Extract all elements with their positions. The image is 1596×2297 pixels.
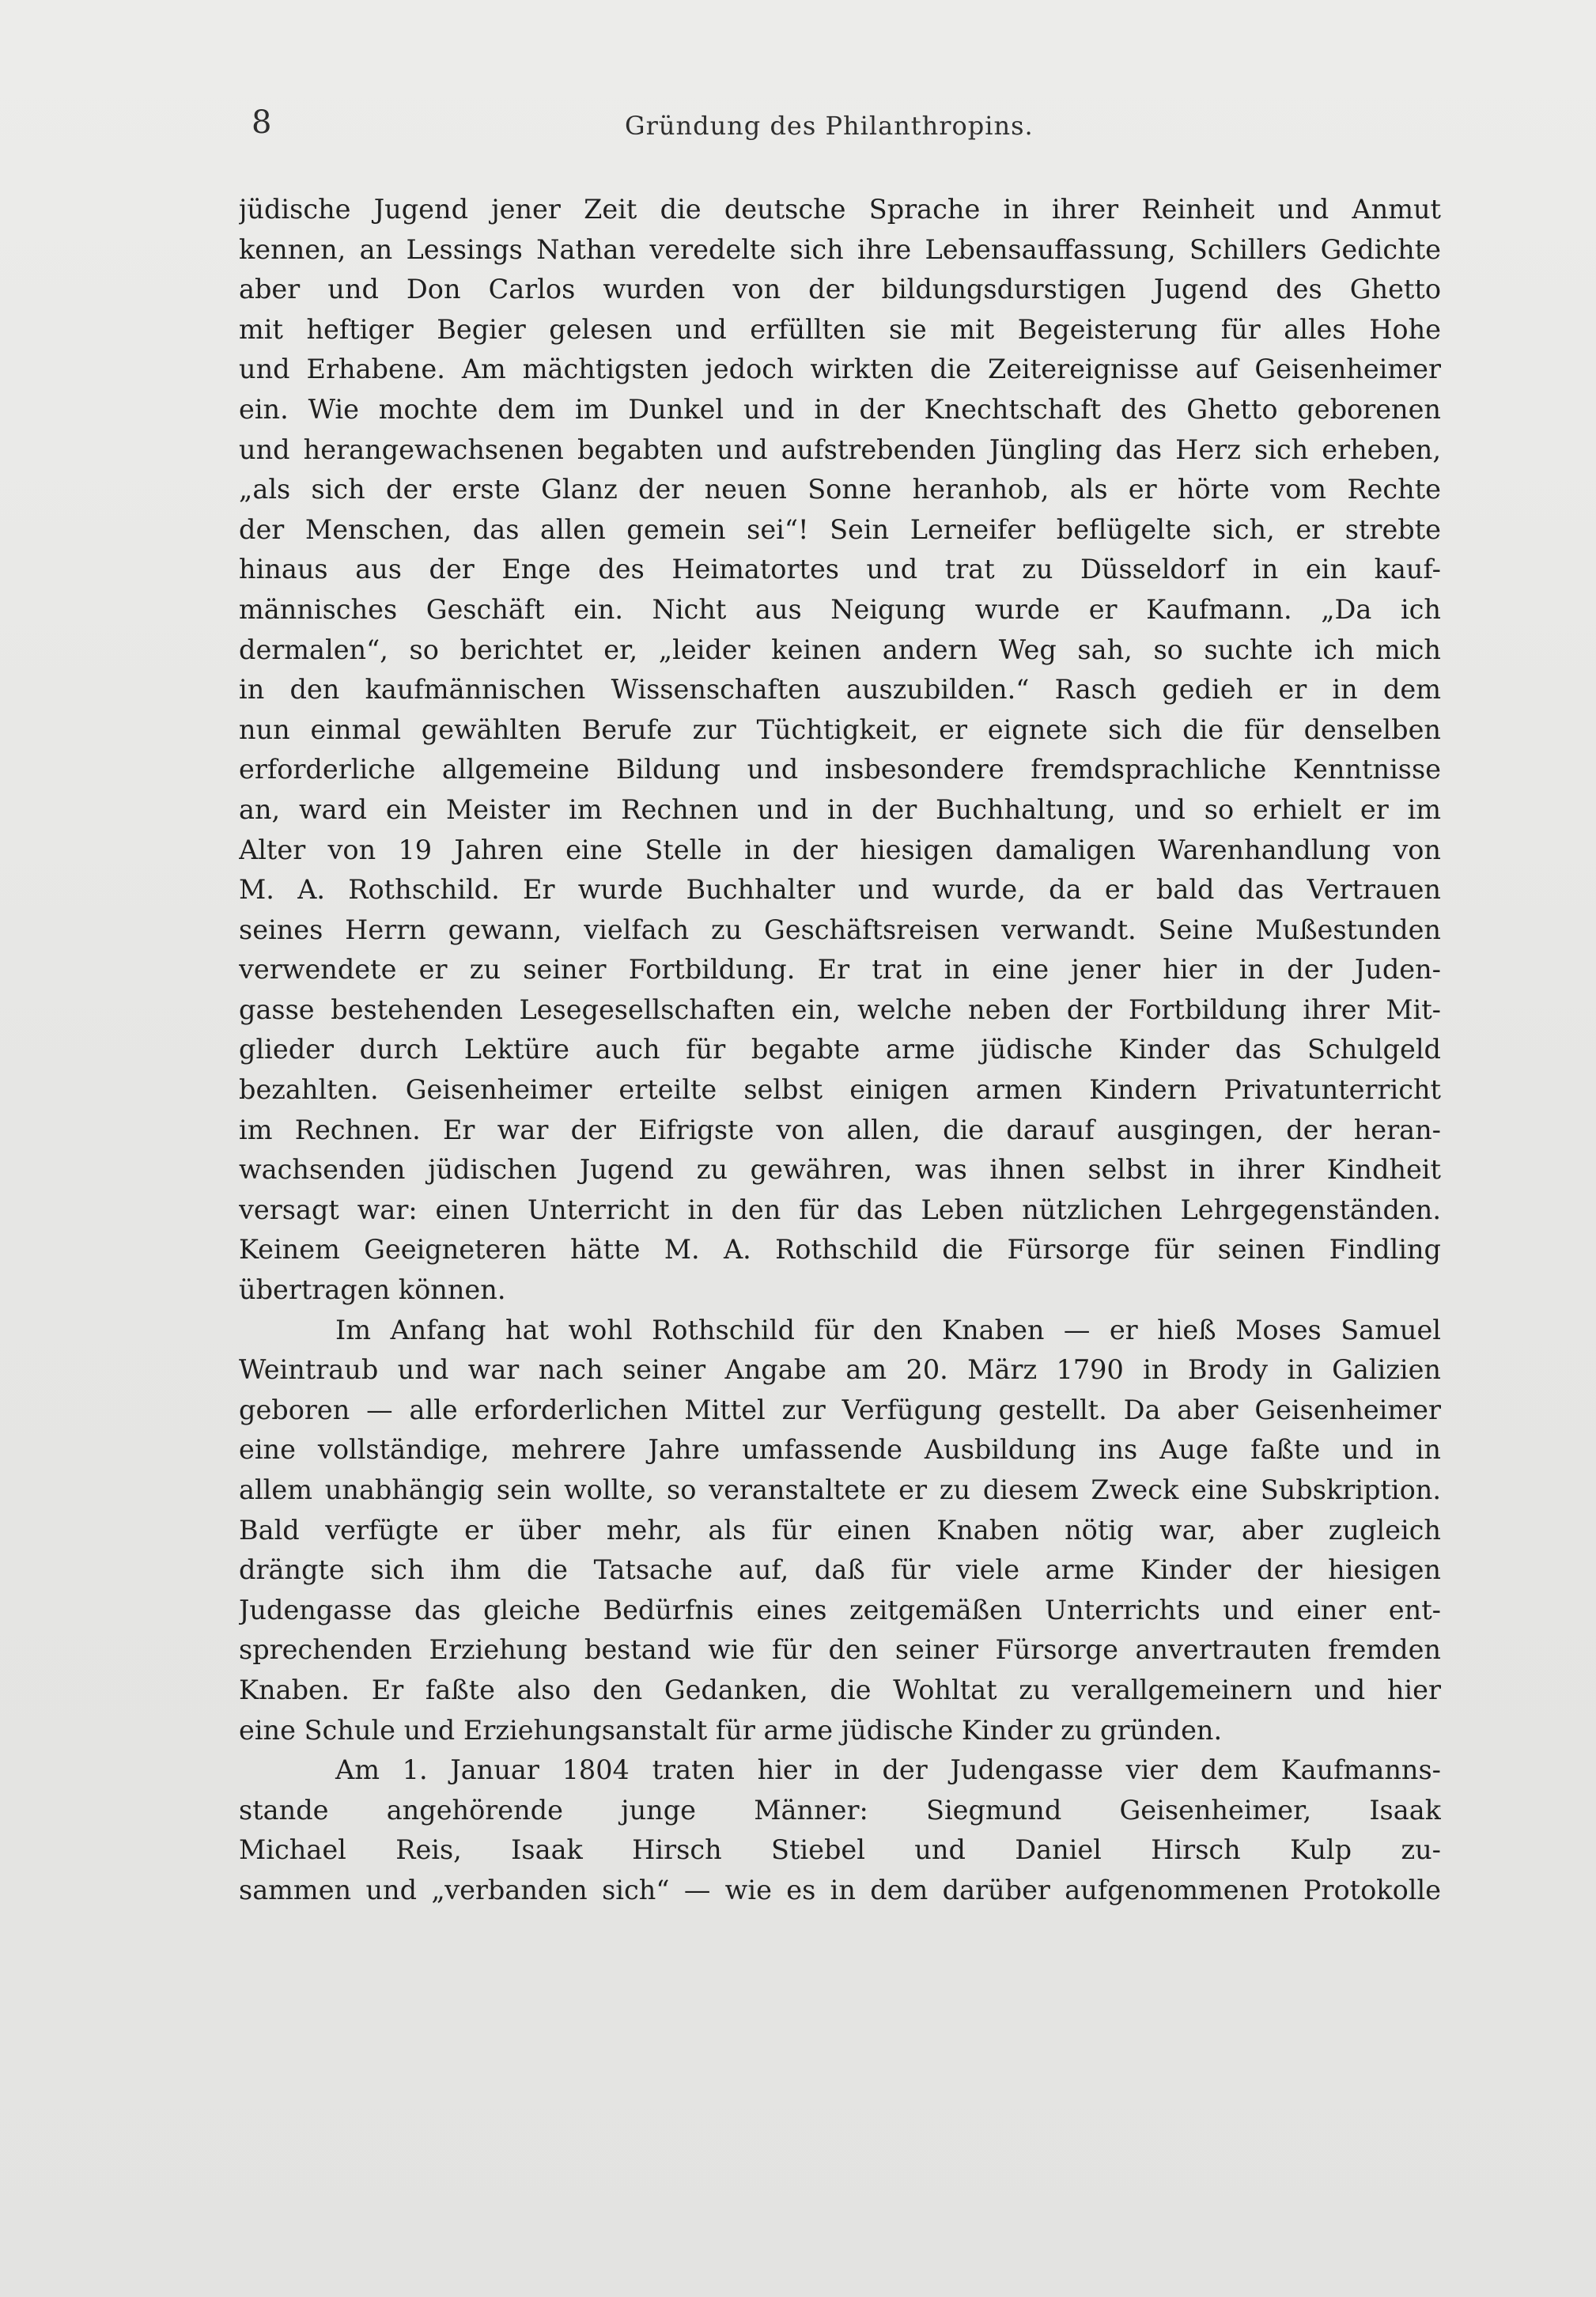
text-line: mit heftiger Begier gelesen und erfüllten sie mit Begeisterung für alles Hohe	[239, 313, 1441, 345]
text-line: hinaus aus der Enge des Heimatortes und trat zu Düsseldorf in ein kauf-	[239, 554, 1441, 585]
running-head	[237, 104, 1439, 152]
body-text	[239, 190, 1441, 1911]
text-line: nun einmal gewählten Berufe zur Tüchtigkeit, er eignete sich die für denselben	[239, 713, 1441, 745]
text-line: Bald verfügte er über mehr, als für einen Knaben nötig war, aber zugleich	[239, 1514, 1441, 1546]
text-line: stande angehörende junge Männer: Siegmund Geisenheimer, Isaak	[239, 1794, 1441, 1826]
text-line: wachsenden jüdischen Jugend zu gewähren, was ihnen selbst in ihrer Kindheit	[239, 1154, 1441, 1186]
text-line: männisches Geschäft ein. Nicht aus Neigung wurde er Kaufmann. „Da ich	[239, 593, 1441, 625]
text-line: M. A. Rothschild. Er wurde Buchhalter und wurde, da er bald das Vertrauen	[239, 874, 1441, 906]
text-line: Judengasse das gleiche Bedürfnis eines zeitgemäßen Unterrichts und einer ent-	[239, 1594, 1441, 1625]
text-line: übertragen können.	[239, 1274, 506, 1306]
text-line: glieder durch Lektüre auch für begabte arme jüdische Kinder das Schulgeld	[239, 1034, 1441, 1065]
text-line: Alter von 19 Jahren eine Stelle in der hiesigen damaligen Warenhandlung von	[239, 834, 1441, 865]
text-line: Knaben. Er faßte also den Gedanken, die Wohltat zu verallgemeinern und hier	[239, 1674, 1441, 1705]
text-line: drängte sich ihm die Tatsache auf, daß für viele arme Kinder der hiesigen	[239, 1554, 1441, 1586]
text-line: sprechenden Erziehung bestand wie für den seiner Fürsorge anvertrauten fremden	[239, 1634, 1441, 1666]
page-number: 8	[252, 104, 272, 141]
text-line: geboren — alle erforderlichen Mittel zur Verfügung gestellt. Da aber Geisenheimer	[239, 1394, 1441, 1425]
text-line: kennen, an Lessings Nathan veredelte sich ihre Lebensauffassung, Schillers Gedichte	[239, 233, 1441, 265]
text-line: und Erhabene. Am mächtigsten jedoch wirkten die Zeitereignisse auf Geisenheimer	[239, 354, 1441, 385]
text-line: jüdische Jugend jener Zeit die deutsche Sprache in ihrer Reinheit und Anmut	[239, 194, 1441, 225]
text-line: eine Schule und Erziehungsanstalt für arme jüdische Kinder zu gründen.	[239, 1714, 1223, 1746]
text-line: und herangewachsenen begabten und aufstrebenden Jüngling das Herz sich erheben,	[239, 433, 1441, 465]
text-line: erforderliche allgemeine Bildung und insbesondere fremdsprachliche Kenntnisse	[239, 754, 1441, 785]
text-line: verwendete er zu seiner Fortbildung. Er trat in eine jener hier in der Juden-	[239, 954, 1441, 986]
text-line: „als sich der erste Glanz der neuen Sonne heranhob, als er hörte vom Rechte	[239, 474, 1441, 505]
text-line: Keinem Geeigneteren hätte M. A. Rothschild die Fürsorge für seinen Findling	[239, 1234, 1441, 1266]
text-line: bezahlten. Geisenheimer erteilte selbst einigen armen Kindern Privatunterricht	[239, 1074, 1441, 1106]
text-line: der Menschen, das allen gemein sei“! Sein Lerneifer beflügelte sich, er strebte	[239, 513, 1441, 545]
text-line: in den kaufmännischen Wissenschaften auszubilden.“ Rasch gedieh er in dem	[239, 674, 1441, 706]
text-line: Weintraub und war nach seiner Angabe am 20. März 1790 in Brody in Galizien	[239, 1354, 1441, 1386]
text-line: Am 1. Januar 1804 traten hier in der Judengasse vier dem Kaufmanns-	[335, 1754, 1441, 1786]
text-line: aber und Don Carlos wurden von der bildungsdurstigen Jugend des Ghetto	[239, 274, 1441, 305]
text-line: an, ward ein Meister im Rechnen und in der Buchhaltung, und so erhielt er im	[239, 793, 1441, 825]
text-line: ein. Wie mochte dem im Dunkel und in der Knechtschaft des Ghetto geborenen	[239, 393, 1441, 425]
text-line: dermalen“, so berichtet er, „leider keinen andern Weg sah, so suchte ich mich	[239, 634, 1441, 665]
text-line: versagt war: einen Unterricht in den für das Leben nützlichen Lehrgegenständen.	[239, 1194, 1441, 1225]
text-line: seines Herrn gewann, vielfach zu Geschäftsreisen verwandt. Seine Mußestunden	[239, 914, 1441, 945]
running-head-title: Gründung des Philanthropins.	[625, 111, 1034, 141]
text-line: Im Anfang hat wohl Rothschild für den Knaben — er hieß Moses Samuel	[335, 1314, 1441, 1345]
text-line: allem unabhängig sein wollte, so veranstaltete er zu diesem Zweck eine Subskription.	[239, 1474, 1441, 1505]
text-line: sammen und „verbanden sich“ — wie es in dem darüber aufgenommenen Protokolle	[239, 1874, 1441, 1905]
text-line: Michael Reis, Isaak Hirsch Stiebel und Daniel Hirsch Kulp zu-	[239, 1834, 1441, 1866]
text-line: eine vollständige, mehrere Jahre umfassende Ausbildung ins Auge faßte und in	[239, 1434, 1441, 1466]
text-line: im Rechnen. Er war der Eifrigste von allen, die darauf ausgingen, der heran-	[239, 1114, 1441, 1145]
text-line: gasse bestehenden Lesegesellschaften ein, welche neben der Fortbildung ihrer Mit-	[239, 993, 1441, 1025]
